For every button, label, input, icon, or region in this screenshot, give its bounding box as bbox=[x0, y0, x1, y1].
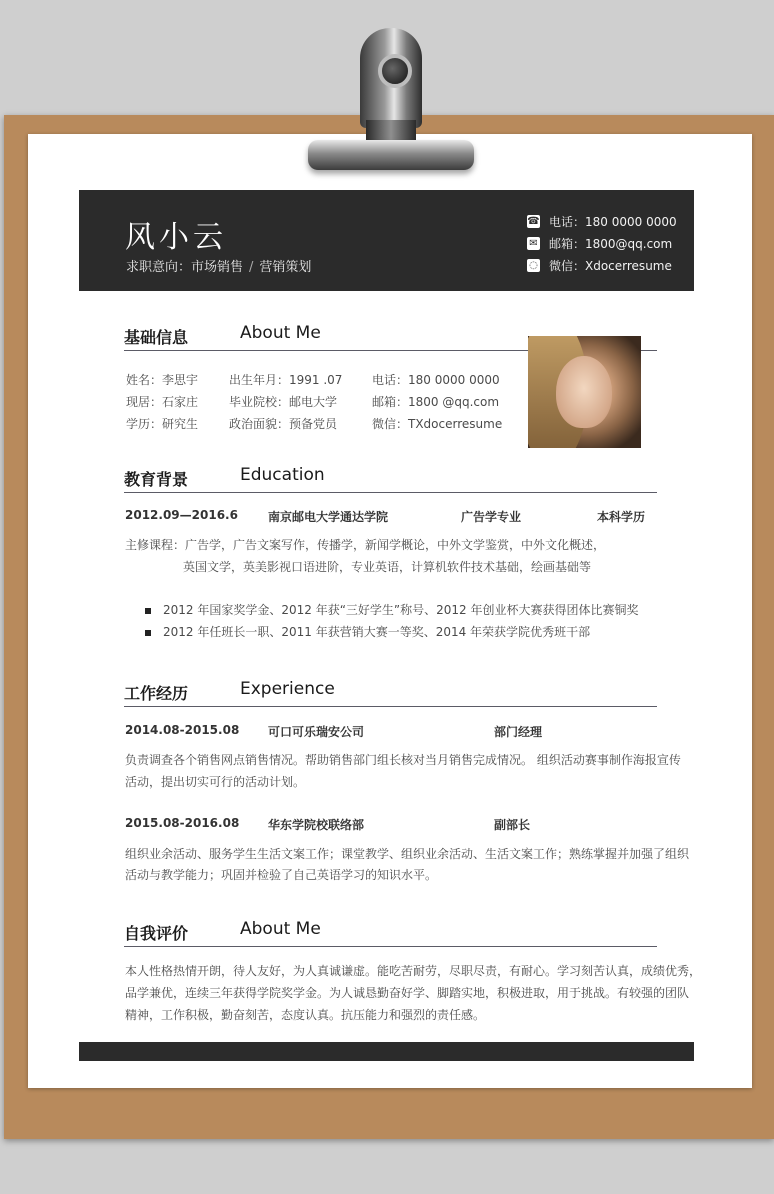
info-wechat: 微信：TXdocerresume bbox=[372, 417, 503, 431]
job1-role: 部门经理 bbox=[494, 725, 543, 739]
info-degree: 学历：研究生 bbox=[126, 417, 199, 431]
section-basic-info: 基础信息 About Me bbox=[124, 322, 657, 351]
profile-photo bbox=[528, 336, 641, 448]
section-education: 教育背景 Education bbox=[124, 464, 657, 493]
info-location: 现居：石家庄 bbox=[126, 395, 199, 409]
edu-courses-line2: 英国文学，英美影视口语进阶，专业英语，计算机软件技术基础，绘画基础等 bbox=[183, 560, 592, 574]
job2-desc-line2: 活动与教学能力；巩固并检验了自己英语学习的知识水平。 bbox=[125, 868, 438, 882]
self-line1: 本人性格热情开朗，待人友好，为人真诚谦虚。能吃苦耐劳，尽职尽责，有耐心。学习刻苦认真，成绩优秀， bbox=[125, 964, 702, 978]
bullet-square-icon bbox=[145, 608, 151, 614]
info-email: 邮箱：1800 @qq.com bbox=[372, 395, 500, 409]
job1-desc-line1: 负责调查各个销售网点销售情况。帮助销售部门组长核对当月销售完成情况。 组织活动赛事制作海报宣传 bbox=[125, 753, 681, 767]
job2-desc-line1: 组织业余活动、服务学生生活文案工作；课堂教学、组织业余活动、生活文案工作；熟练掌握并加强了组织 bbox=[125, 847, 690, 861]
candidate-name: 风小云 bbox=[125, 220, 227, 255]
self-line3: 精神，工作积极，勤奋刻苦，态度认真。抗压能力和强烈的责任感。 bbox=[125, 1008, 486, 1022]
list-item: 2012 年任班长一职、2011 年获营销大赛一等奖、2014 年荣获学院优秀班干部 bbox=[145, 623, 590, 640]
job2-period: 2015.08-2016.08 bbox=[125, 816, 240, 830]
phone-icon: ☎ bbox=[527, 215, 540, 227]
list-item: 2012 年国家奖学金、2012 年获“三好学生”称号、2012 年创业杯大赛获得团体比赛铜奖 bbox=[145, 601, 639, 618]
edu-period: 2012.09—2016.6 bbox=[125, 508, 238, 522]
footer-bar bbox=[79, 1042, 694, 1061]
job-intent: 求职意向：市场销售 / 营销策划 bbox=[126, 260, 312, 275]
self-line2: 品学兼优，连续三年获得学院奖学金。为人诚恳勤奋好学、脚踏实地，积极进取，用于挑战。有较强的团队 bbox=[125, 986, 690, 1000]
info-politics: 政治面貌：预备党员 bbox=[229, 417, 338, 431]
edu-degree: 本科学历 bbox=[597, 510, 646, 524]
job1-org: 可口可乐瑞安公司 bbox=[268, 725, 365, 739]
contact-list bbox=[527, 210, 677, 276]
job1-desc-line2: 活动，提出切实可行的活动计划。 bbox=[125, 775, 306, 789]
resume-header bbox=[79, 190, 694, 291]
contact-email: ✉ 邮箱：1800@qq.com bbox=[527, 232, 677, 254]
info-name: 姓名：李思宇 bbox=[126, 373, 199, 387]
info-school: 毕业院校：邮电大学 bbox=[229, 395, 338, 409]
section-self-evaluation: 自我评价 About Me bbox=[124, 918, 657, 947]
bullet-square-icon bbox=[145, 630, 151, 636]
job2-org: 华东学院校联络部 bbox=[268, 818, 365, 832]
contact-phone: ☎ 电话：180 0000 0000 bbox=[527, 214, 677, 229]
info-birth: 出生年月：1991 .07 bbox=[229, 373, 343, 387]
edu-courses-line1: 主修课程：广告学，广告文案写作，传播学，新闻学概论，中外文学鉴赏，中外文化概述， bbox=[125, 538, 606, 552]
mail-icon: ✉ bbox=[527, 237, 540, 250]
edu-major: 广告学专业 bbox=[461, 510, 522, 524]
contact-wechat: ◌ 微信：Xdocerresume bbox=[527, 254, 677, 276]
section-experience: 工作经历 Experience bbox=[124, 678, 657, 707]
wechat-icon: ◌ bbox=[527, 259, 540, 272]
edu-school: 南京邮电大学通达学院 bbox=[268, 510, 389, 524]
binder-clip-icon bbox=[300, 28, 480, 178]
job2-role: 副部长 bbox=[494, 818, 531, 832]
job1-period: 2014.08-2015.08 bbox=[125, 723, 240, 737]
info-phone: 电话：180 0000 0000 bbox=[372, 373, 500, 387]
